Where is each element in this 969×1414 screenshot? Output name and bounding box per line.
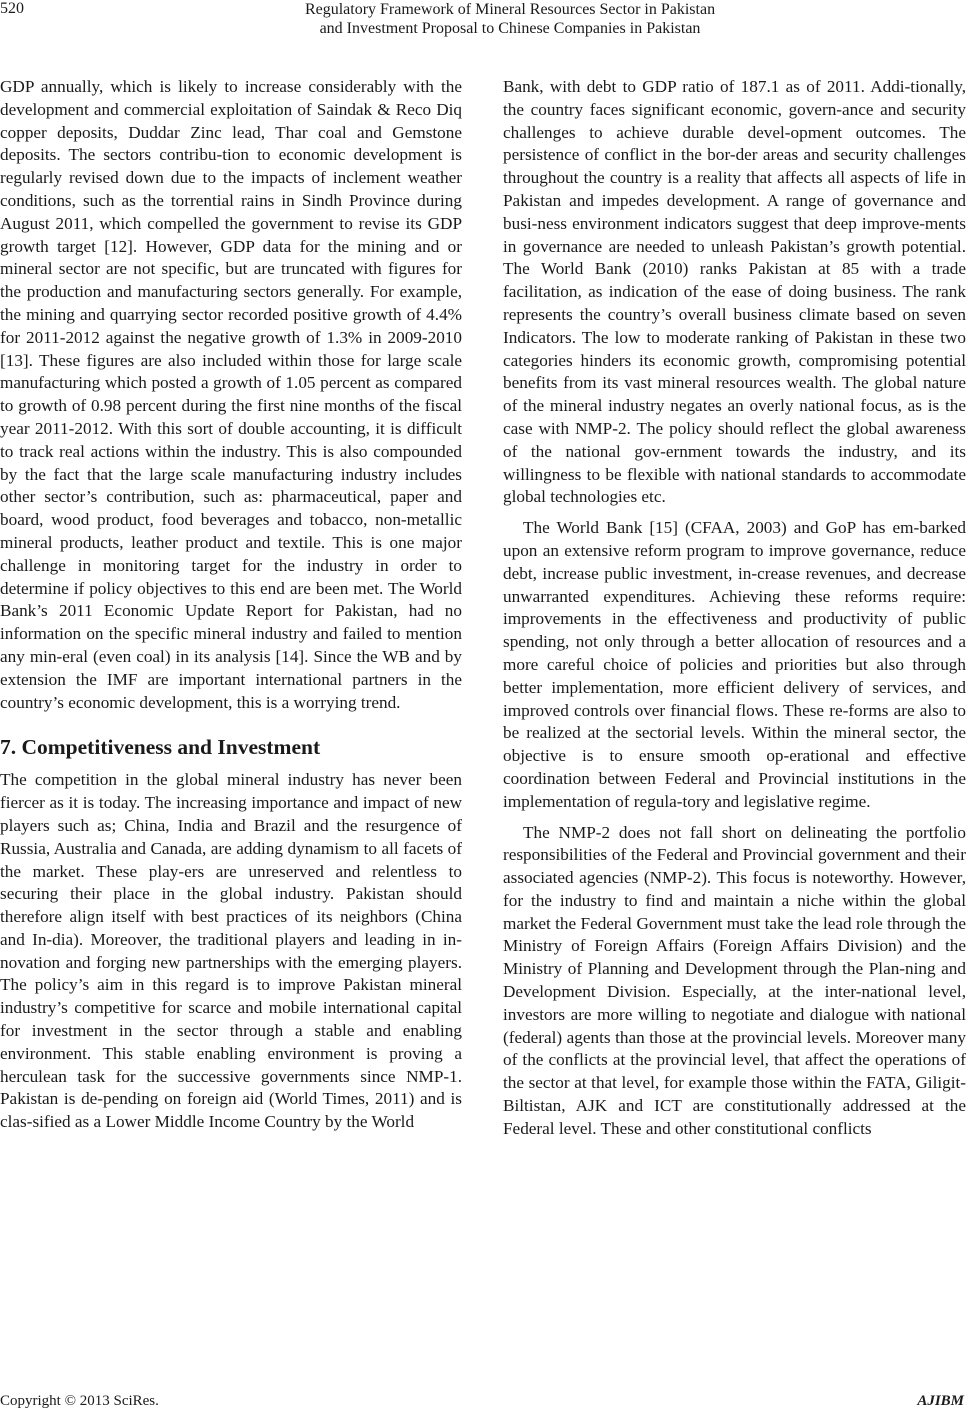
right-column — [503, 76, 966, 1141]
paragraph: The World Bank [15] (CFAA, 2003) and GoP has em-barked upon an extensive reform program to improve governance, reduce debt, increase public investment, in-crease revenues, and decrease unwarranted expenditures. Achieving these reforms require: improvements in the effectiveness and productivity of public spending, not only through a better allocation of resources and a more careful choice of policies and priorities but also through better implementation, more efficient delivery of services, and improved controls over financial flows. These re-forms are also to be realized at the sectorial levels. Within the mineral sector, the objective is to ensure smooth op-erational and effective coordination between Federal and Provincial institutions in the implementation of regula-tory and legislative regime. — [503, 518, 966, 811]
footer-copyright: Copyright © 2013 SciRes. — [0, 1393, 159, 1409]
running-title-line-1: Regulatory Framework of Mineral Resources Sector in Pakistan — [304, 1, 716, 18]
paragraph: The NMP-2 does not fall short on delineating the portfolio responsibilities of the Federal and Provincial government and their associated agencies (NMP-2). This focus is noteworthy. However, for the industry to find and maintain a niche within the global market the Federal Government must take the lead role through the Ministry of Foreign Affairs (Foreign Affairs Division) and the Ministry of Planning and Development through the Plan-ning and Development Division. Especially, at the inter-national level, investors are more willing to negotiate and dialogue with national (federal) agents than those at the provincial levels. Moreover many of the conflicts at the provincial level, that affect the operations of the sector at that level, for example those within the FATA, Giligit-Biltistan, AJK and ICT are constitutionally addressed at the Federal level. These and other constitutional conflicts — [503, 822, 966, 1138]
page-header — [0, 0, 969, 60]
paragraph: The competition in the global mineral industry has never been fiercer as it is today. The increasing importance and impact of new players such as; China, India and Brazil and the resurgence of Russia, Australia and Canada, are adding dynamism to all facets of the market. These play-ers are unreserved and relentless to securing their place in the global industry. Pakistan should therefore align itself with best practices of its neighbors (China and In-dia). Moreover, the traditional players and leading in in-novation and forging new partnerships with the emerging players. The policy’s aim in this regard is to improve Pakistan mineral industry’s competitive for scarce and mobile international capital for investment in the sector through a stable and enabling environment. This stable enabling environment is proving a herculean task for the successive governments since NMP-1. Pakistan is de-pending on foreign aid (World Times, 2011) and is clas-sified as a Lower Middle Income Country by the World — [0, 770, 462, 1132]
running-title-line-2: and Investment Proposal to Chinese Companies in Pakistan — [319, 20, 701, 37]
footer-journal: AJIBM — [917, 1393, 964, 1409]
left-column — [0, 76, 462, 1134]
section-heading: 7. Competitiveness and Investment — [0, 735, 321, 760]
paragraph: Bank, with debt to GDP ratio of 187.1 as of 2011. Addi-tionally, the country faces significant economic, govern-ance and security challenges to achieve durable devel-opment outcomes. The persistence of conflict in the bor-der areas and security challenges throughout the country is a reality that affects all aspects of life in Pakistan and impedes development. A range of governance and busi-ness environment indicators suggest that deep improve-ments in governance are needed to unleash Pakistan’s growth potential. The World Bank (2010) ranks Pakistan at 85 with a trade facilitation, as indication of the ease of doing business. The rank represents the country’s overall business climate based on seven Indicators. The low to moderate ranking of Pakistan in these two categories hinders its economic growth, compromising potential benefits from its vast mineral resources wealth. The global nature of the mineral industry negates an overly national focus, as is the case with NMP-2. The policy should reflect the global awareness of the national gov-ernment towards the industry, and its willingness to be flexible with national standards to accommodate global technologies etc. — [503, 77, 966, 507]
running-title — [150, 0, 870, 38]
paragraph: GDP annually, which is likely to increase considerably with the development and commercial exploitation of Saindak & Reco Diq copper deposits, Duddar Zinc lead, Thar coal and Gemstone deposits. The sectors contribu-tion to economic development is regularly revised down due to the impacts of inclement weather conditions, such as the torrential rains in Sindh Province during August 2011, which compelled the government to revise its GDP growth target [12]. However, GDP data for the mining and or mineral sector are not specific, but are truncated with figures for the production and manufacturing sectors generally. For example, the mining and quarrying sector recorded positive growth of 4.4% for 2011-2012 against the negative growth of 1.3% in 2009-2010 [13]. These figures are also included within those for large scale manufacturing which posted a growth of 1.05 percent as compared to growth of 0.98 percent during the first nine months of the fiscal year 2011-2012. With this sort of double accounting, it is difficult to track real actions within the industry. This is also compounded by the fact that the large scale manufacturing industry includes other sector’s contribution, such as: pharmaceutical, paper and board, wood product, food beverages and tobacco, non-metallic mineral products, leather product and textile. This is one major challenge in monitoring target for the industry in order to determine if policy objectives to this end are been met. The World Bank’s 2011 Economic Update Report for Pakistan, had no information on the specific mineral industry and failed to mention any min-eral (even coal) in its analysis [14]. Since the WB and by extension the IMF are important international partners in the country’s economic development, this is a worrying trend. — [0, 77, 462, 712]
page-number: 520 — [0, 0, 24, 17]
